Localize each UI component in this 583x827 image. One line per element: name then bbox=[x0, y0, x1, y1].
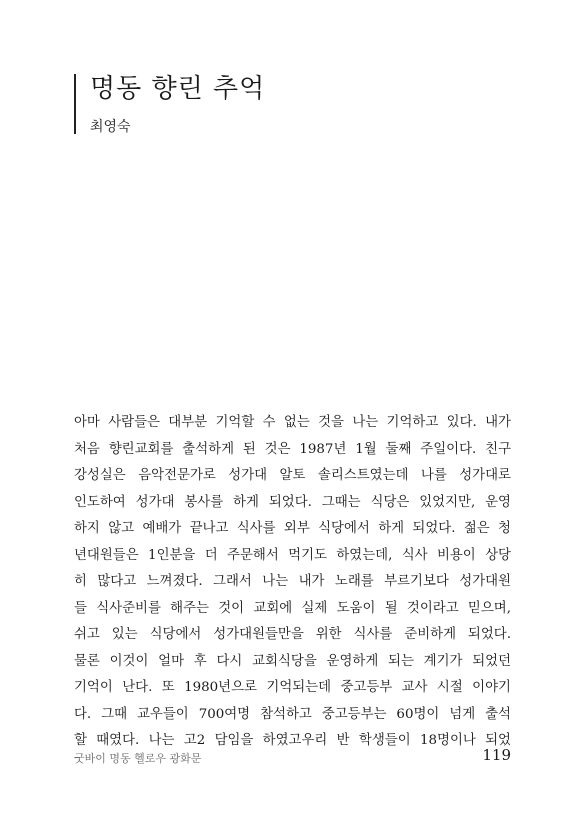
title-block bbox=[74, 74, 265, 134]
body-line: 하지 않고 예배가 끝나고 식사를 외부 식당에서 하게 되었다. 젊은 청 bbox=[74, 521, 511, 536]
body-line: 물론 이것이 얼마 후 다시 교회식당을 운영하게 되는 계기가 되었던 bbox=[74, 653, 511, 669]
page-title: 명동 향린 추억 bbox=[90, 74, 266, 104]
body-line: 아마 사람들은 대부분 기억할 수 없는 것을 나는 기억하고 있다. 내가 bbox=[74, 415, 511, 430]
body-line: 년대원들은 1인분을 더 주문해서 먹기도 하였는데, 식사 비용이 상당 bbox=[74, 547, 511, 563]
body-line: 다. 그때 교우들이 700여명 참석하고 중고등부는 60명이 넘게 출석 bbox=[74, 706, 511, 722]
body-line: 강성실은 음악전문가로 성가대 알토 솔리스트였는데 나를 성가대로 bbox=[74, 468, 511, 483]
running-footer-title: 굿바이 명동 헬로우 광화문 bbox=[74, 752, 202, 765]
body-line: 할 때였다. 나는 고2 담임을 하였고우리 반 학생들이 18명이나 되었 bbox=[74, 733, 511, 748]
body-line: 기억이 난다. 또 1980년으로 기억되는데 중고등부 교사 시절 이야기 bbox=[74, 680, 511, 695]
body-paragraph bbox=[74, 410, 511, 755]
body-line: 들 식사준비를 해주는 것이 교회에 실제 도움이 될 것이라고 믿으며, bbox=[74, 600, 511, 616]
page-number: 119 bbox=[482, 746, 511, 764]
body-line: 인도하여 성가대 봉사를 하게 되었다. 그때는 식당은 있었지만, 운영 bbox=[74, 494, 511, 510]
body-line: 히 많다고 느껴졌다. 그래서 나는 내가 노래를 부르기보다 성가대원 bbox=[74, 574, 511, 589]
body-line: 처음 향린교회를 출석하게 된 것은 1987년 1월 둘째 주일이다. 친구 bbox=[74, 441, 511, 457]
author-name: 최영숙 bbox=[90, 119, 131, 135]
body-line: 쉬고 있는 식당에서 성가대원들만을 위한 식사를 준비하게 되었다. bbox=[74, 627, 511, 642]
